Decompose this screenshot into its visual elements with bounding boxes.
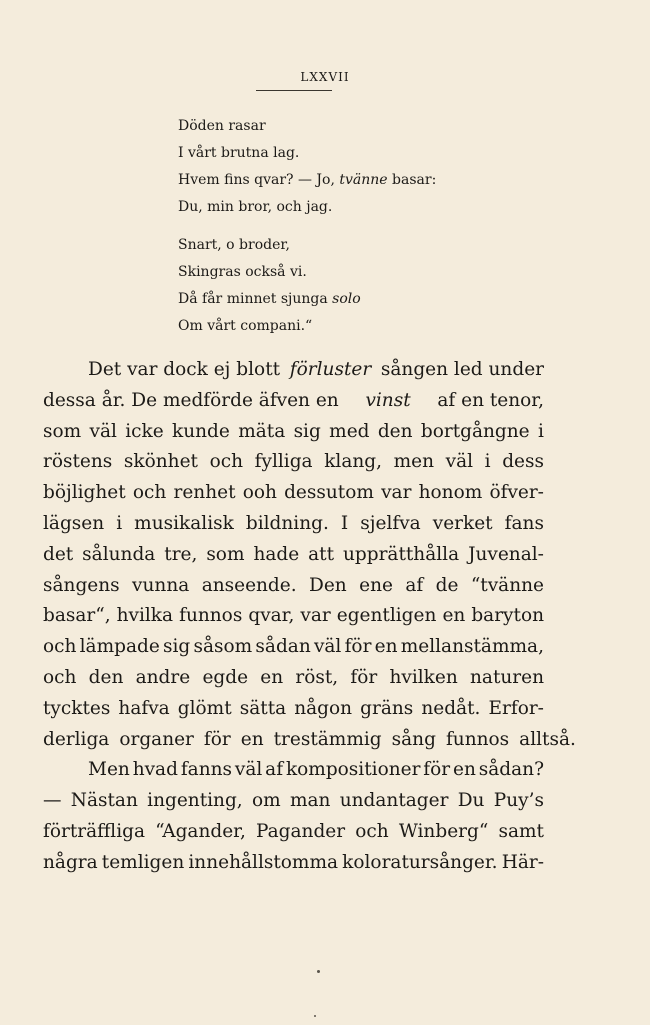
prose-word: röstens [43,451,113,473]
prose-word: alltså. [519,728,576,750]
prose-word: väl [313,636,342,658]
prose-italic-word: förluster [289,359,372,380]
prose-line [43,632,544,663]
prose-word: qvar, [248,605,295,627]
prose-word: röst, [295,666,339,688]
prose-word: ingenting, [147,790,243,812]
prose-word: hvilka [116,605,174,627]
prose-word: mellanstämma, [400,636,544,658]
poem-text: basar: [392,172,437,188]
prose-word: innehållstomma [188,851,339,873]
prose-word: Puy’s [493,790,544,812]
prose-text: dessa år. De medförde äfven en [43,389,339,411]
prose-word: bildning. [245,512,329,534]
prose-word: Den [309,574,347,596]
prose-word: lämpade [79,636,160,658]
poem-line: Om vårt compani.“ [178,318,313,334]
prose-word: upprätthålla [342,543,460,565]
prose-word: sång [391,728,436,750]
prose-word: sådan? [478,759,544,781]
prose-word: väl [89,420,117,442]
prose-word: en [453,759,476,781]
prose-word: man [289,790,331,812]
prose-word: Erfor- [488,697,544,719]
prose-word: de [435,574,459,596]
prose-line [43,817,544,848]
prose-word: sjelfva [360,512,421,534]
prose-word: lägsen [43,512,105,534]
prose-word: med [329,420,370,442]
prose-word: öfver- [489,482,544,504]
prose-line [43,355,544,386]
prose-word: det [43,543,74,565]
prose-line [43,571,544,602]
prose-word: om [251,790,281,812]
prose-word: väl [234,759,263,781]
prose-word: anseende. [201,574,297,596]
prose-word: en [260,666,284,688]
prose-word: ooh [242,482,277,504]
prose-word: baryton [471,605,544,627]
prose-word: af [405,574,424,596]
prose-word: för [344,636,372,658]
prose-word: gräns [360,697,414,719]
prose-line [43,663,544,694]
poem [178,113,436,340]
prose-word: en [240,728,264,750]
prose-line [43,478,544,509]
prose-word: af [265,759,284,781]
prose-word: att [308,543,335,565]
prose-word: renhet [173,482,236,504]
prose-word: var [381,482,412,504]
prose-word: kompositioner [285,759,421,781]
prose-word: egentligen [336,605,437,627]
prose-word: och [209,451,244,473]
prose-word: en [374,636,398,658]
prose-word: var [300,605,331,627]
prose-line [43,725,576,756]
prose-word: sångens [43,574,120,596]
prose-word: koloratursånger. [342,851,498,873]
prose-word: funnos [445,728,510,750]
poem-text: Hvem fins qvar? — Jo, [178,172,335,188]
poem-italic-word: tvänne [339,172,388,188]
prose-word: förträffliga [43,820,145,842]
prose-word: Juvenal- [468,543,544,565]
prose-word: och [355,820,389,842]
prose-line [43,848,544,879]
prose-word: samt [498,820,544,842]
prose-word: glömt [177,697,232,719]
prose-word: Pagander [256,820,346,842]
prose-word: den [88,666,124,688]
paper-speck [314,1015,316,1017]
prose-paragraph [43,355,576,879]
prose-word: verket [432,512,493,534]
header-rule [256,90,332,91]
prose-word: den [377,420,413,442]
poem-line: Du, min bror, och jag. [178,199,333,215]
prose-text: Det var dock ej blott [88,359,281,380]
prose-word: för [350,666,378,688]
prose-word: Men [88,759,130,781]
prose-word: som [206,543,245,565]
prose-word: hafva [118,697,170,719]
prose-word: tycktes [43,697,111,719]
prose-word: böjlighet [43,482,126,504]
prose-word: I [340,512,349,534]
prose-word: sätta [239,697,287,719]
prose-word: såsom [193,636,253,658]
prose-line [43,755,544,786]
prose-word: sådan [255,636,311,658]
prose-word: i [116,512,123,534]
prose-word: ene [359,574,393,596]
poem-line [178,286,436,313]
prose-word: för [203,728,231,750]
prose-word: dessutom [284,482,374,504]
prose-word: hvilken [389,666,458,688]
prose-word: andre [135,666,191,688]
prose-word: Winberg“ [398,820,489,842]
prose-word: funnos [179,605,243,627]
page-number: LXXVII [300,70,350,84]
prose-line [43,694,544,725]
prose-word: nedåt. [421,697,481,719]
prose-text: af en tenor, [437,389,544,411]
paper-speck [317,970,320,973]
prose-line [43,447,544,478]
poem-line: Döden rasar [178,118,266,134]
prose-word: och [43,666,77,688]
prose-word: i [484,451,491,473]
prose-word: klang, [324,451,382,473]
prose-word: väl [445,451,474,473]
prose-word: dess [502,451,544,473]
poem-line [178,167,436,194]
prose-word: temligen [101,851,185,873]
prose-word: fylliga [254,451,313,473]
prose-word: någon [294,697,353,719]
prose-word: och [43,636,77,658]
prose-word: kunde [172,420,230,442]
prose-word: undantager [339,790,449,812]
prose-word: sålunda [82,543,156,565]
prose-word: Du [457,790,485,812]
prose-italic-word: vinst [365,389,411,411]
stanza-gap [178,221,436,232]
prose-word: men [393,451,435,473]
prose-word: “tvänne [470,574,544,596]
prose-word: fans [504,512,544,534]
prose-word: organer [119,728,194,750]
prose-line [43,509,544,540]
prose-word: vunna [132,574,190,596]
prose-word: sig [293,420,321,442]
prose-word: Nästan [70,790,138,812]
prose-word: mäta [238,420,286,442]
prose-word: i [537,420,544,442]
poem-line: I vårt brutna lag. [178,145,300,161]
prose-word: basar“, [43,605,111,627]
prose-word: och [132,482,167,504]
poem-italic-word: solo [332,291,361,307]
prose-word: för [423,759,451,781]
prose-word: fanns [180,759,233,781]
prose-word: en [442,605,466,627]
prose-word: sig [163,636,191,658]
prose-word: Här- [501,851,544,873]
prose-word: hade [253,543,300,565]
prose-word: “Agander, [155,820,246,842]
prose-line [43,786,544,817]
prose-text: sången led under [380,359,544,380]
poem-line: Snart, o broder, [178,237,290,253]
prose-word: icke [125,420,164,442]
prose-word: skönhet [123,451,198,473]
prose-line [43,601,544,632]
prose-line [43,540,544,571]
prose-word: egde [202,666,249,688]
prose-word: — [43,790,62,812]
prose-word: trestämmig [273,728,382,750]
prose-line [43,386,544,417]
prose-word: musikalisk [134,512,234,534]
prose-word: derliga [43,728,110,750]
prose-word: som [43,420,82,442]
prose-word: honom [418,482,483,504]
prose-word: bortgångne [420,420,530,442]
prose-word: hvad [132,759,178,781]
prose-word: några [43,851,98,873]
prose-line [43,417,544,448]
prose-word: tre, [164,543,198,565]
prose-word: naturen [470,666,544,688]
poem-text: Då får minnet sjunga [178,291,328,307]
poem-line: Skingras också vi. [178,264,307,280]
